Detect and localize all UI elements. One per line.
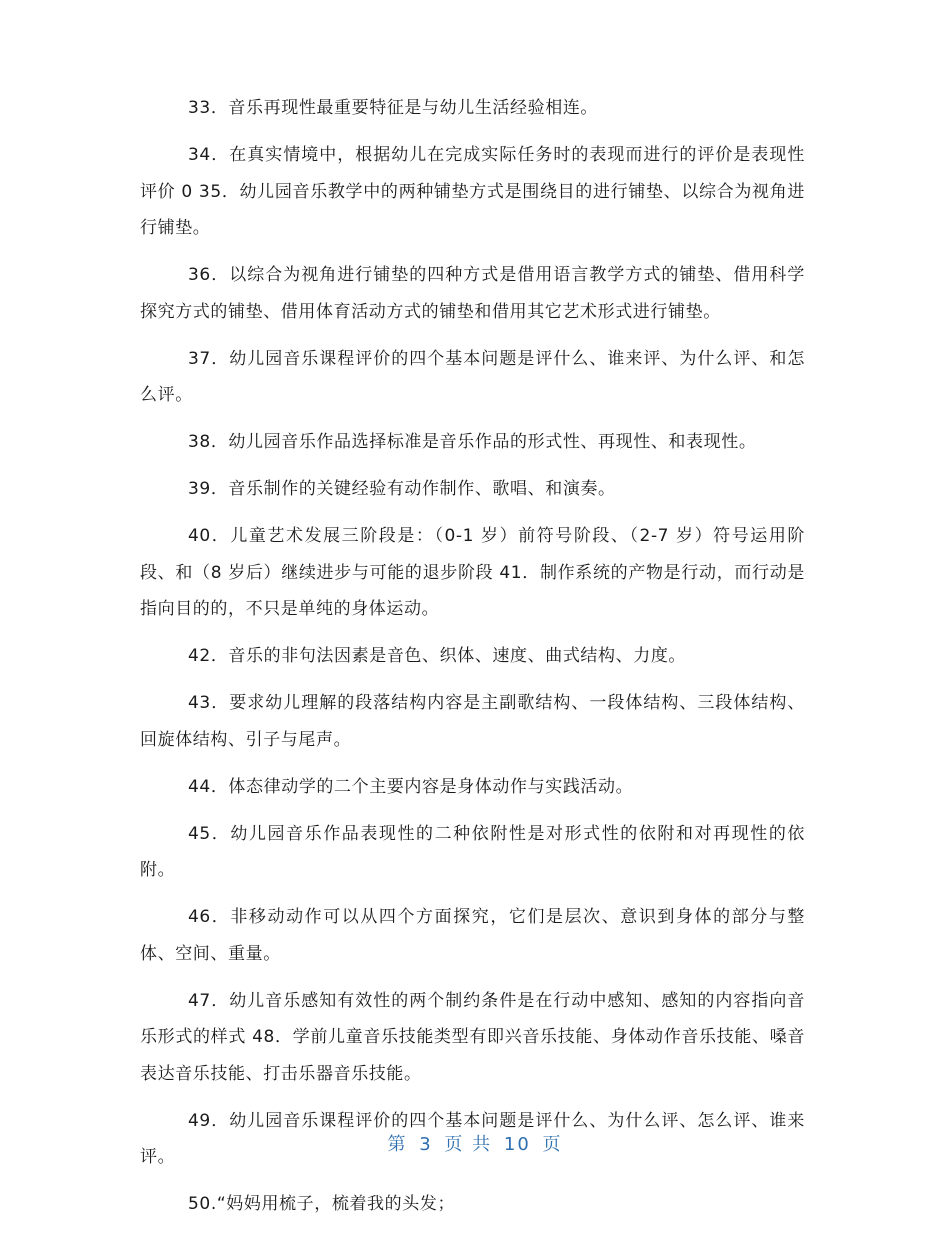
paragraph: 42．音乐的非句法因素是音色、织体、速度、曲式结构、力度。 [188,646,687,666]
paragraph: 44．体态律动学的二个主要内容是身体动作与实践活动。 [188,776,634,797]
paragraph: 34．在真实情境中，根据幼儿在完成实际任务时的表现而进行的评价是表现性评价 0 35．幼儿园音乐教学中的两种铺垫方式是围绕目的进行铺垫、以综合为视角进行铺垫。 [140,145,805,238]
paragraph: 37．幼儿园音乐课程评价的四个基本问题是评什么、谁来评、为什么评、和怎么评。 [140,348,805,405]
paragraph: 36．以综合为视角进行铺垫的四种方式是借用语言教学方式的铺垫、借用科学探究方式的铺垫、借用体育活动方式的铺垫和借用其它艺术形式进行铺垫。 [140,265,805,322]
paragraph: 38．幼儿园音乐作品选择标准是音乐作品的形式性、再现性、和表现性。 [188,432,757,452]
current-page-number: 3 [419,1134,433,1155]
total-page-count: 10 [503,1134,531,1155]
document-body [140,90,805,1233]
footer-middle: 页 共 [444,1134,493,1155]
paragraph: 50.“妈妈用梳子，梳着我的头发； [188,1194,456,1214]
paragraph: 43．要求幼儿理解的段落结构内容是主副歌结构、一段体结构、三段体结构、回旋体结构、引子与尾声。 [140,693,805,750]
footer-prefix: 第 [387,1134,408,1155]
paragraph: 45．幼儿园音乐作品表现性的二种依附性是对形式性的依附和对再现性的依附。 [140,823,805,880]
paragraph: 46．非移动动作可以从四个方面探究，它们是层次、意识到身体的部分与整体、空间、重量。 [140,907,805,964]
page-footer [0,1130,950,1156]
paragraph: 47．幼儿音乐感知有效性的两个制约条件是在行动中感知、感知的内容指向音乐形式的样式 48．学前儿童音乐技能类型有即兴音乐技能、身体动作音乐技能、嗓音表达音乐技能、打击乐器音乐技能。 [140,990,805,1084]
paragraph: 33．音乐再现性最重要特征是与幼儿生活经验相连。 [188,98,599,118]
paragraph: 39．音乐制作的关键经验有动作制作、歌唱、和演奏。 [188,479,616,499]
paragraph: 40．儿童艺术发展三阶段是：（0-1 岁）前符号阶段、（2-7 岁）符号运用阶段、和（8 岁后）继续进步与可能的退步阶段 41．制作系统的产物是行动，而行动是指向目的的，不只是单纯的身体运动。 [140,526,805,619]
footer-suffix: 页 [542,1134,563,1155]
paragraph: 49．幼儿园音乐课程评价的四个基本问题是评什么、为什么评、怎么评、谁来评。 [140,1110,805,1167]
